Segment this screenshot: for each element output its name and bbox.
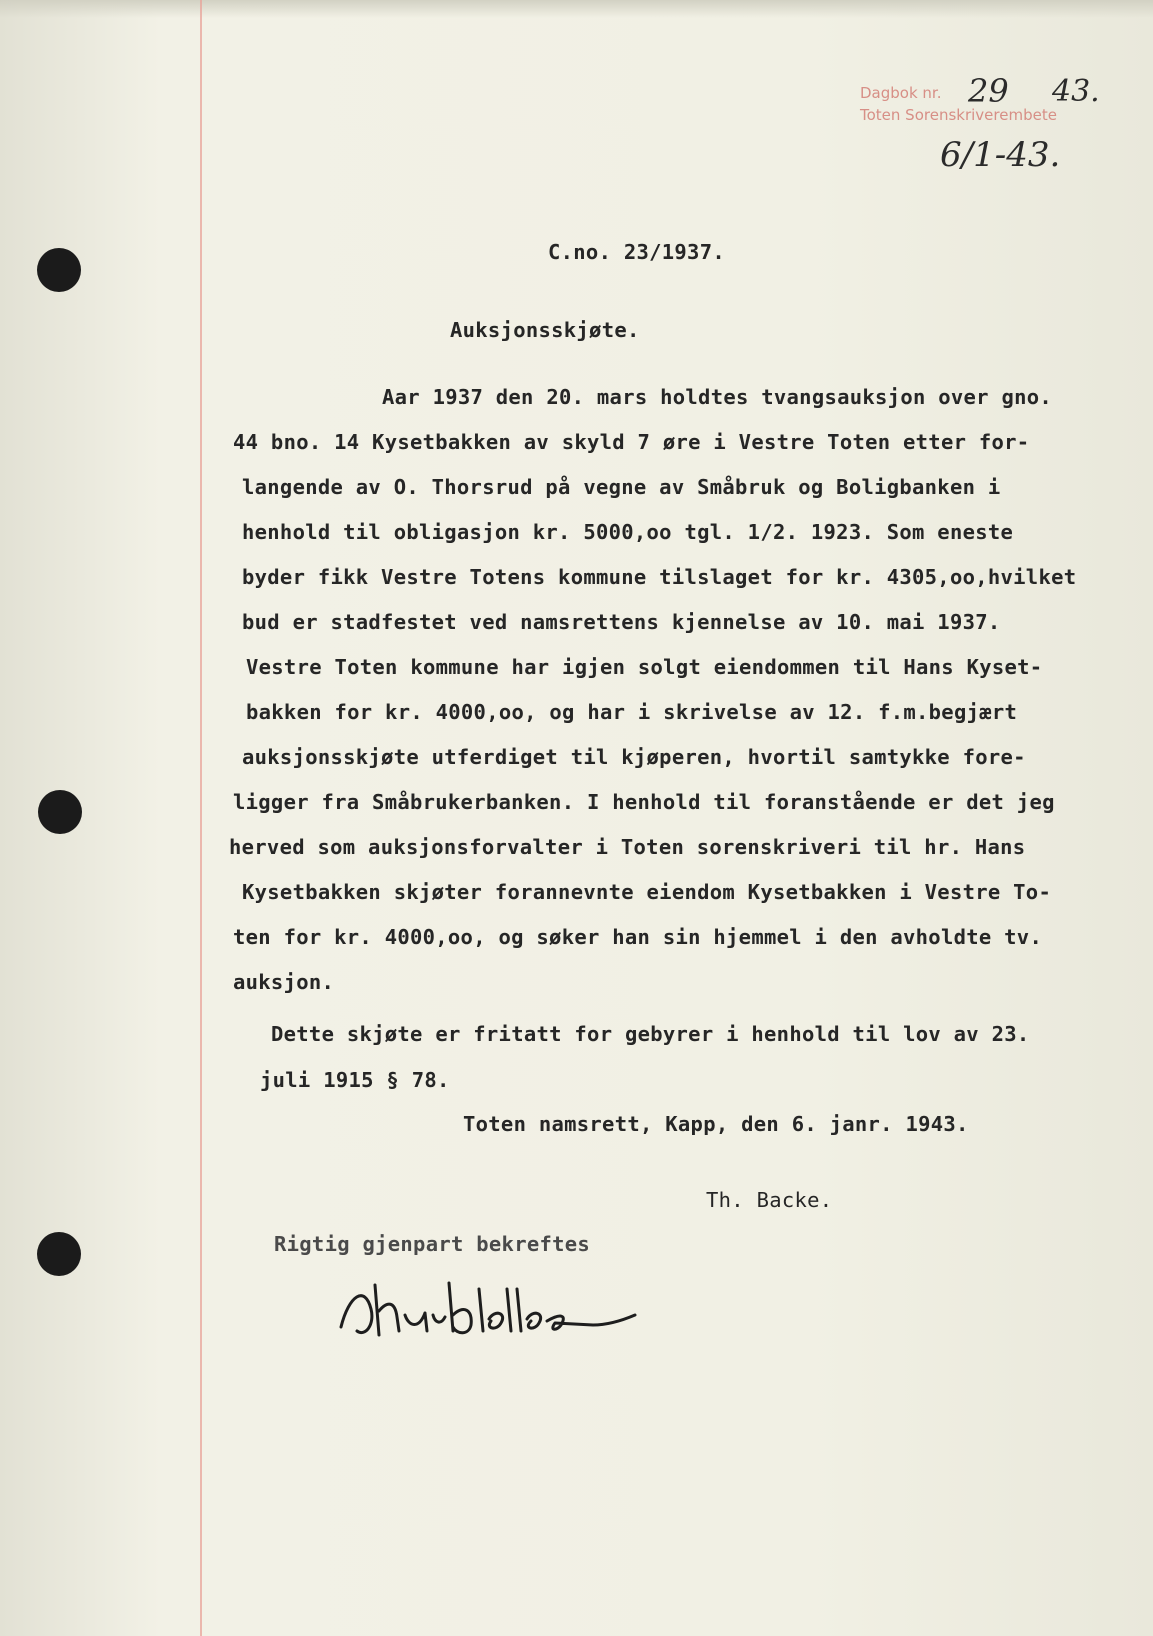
body-line: ten for kr. 4000,oo, og søker han sin hjemmel i den avholdte tv. — [233, 925, 1043, 949]
body-line: langende av O. Thorsrud på vegne av Småbruk og Boligbanken i — [242, 475, 1001, 499]
handwritten-date: 6/1-43. — [940, 135, 1061, 175]
body-line: bud er stadfestet ved namsrettens kjennelse av 10. mai 1937. — [242, 610, 1001, 634]
handwritten-signature — [335, 1265, 655, 1355]
punch-hole-middle — [38, 790, 82, 834]
body-line: Kysetbakken skjøter forannevnte eiendom Kysetbakken i Vestre To- — [242, 880, 1052, 904]
stamp-line-office: Toten Sorenskriverembete — [860, 106, 1057, 124]
fee-exemption-line: Dette skjøte er fritatt for gebyrer i henhold til lov av 23. — [271, 1022, 1030, 1046]
document-title: Auksjonsskjøte. — [450, 318, 640, 342]
body-line: ligger fra Småbrukerbanken. I henhold til foranstående er det jeg — [233, 790, 1055, 814]
punch-hole-top — [37, 248, 81, 292]
body-line: herved som auksjonsforvalter i Toten sorenskriveri til hr. Hans — [229, 835, 1026, 859]
body-line: bakken for kr. 4000,oo, og har i skrivelse av 12. f.m.begjært — [246, 700, 1018, 724]
body-line: auksjon. — [233, 970, 335, 994]
body-line: 44 bno. 14 Kysetbakken av skyld 7 øre i Vestre Toten etter for- — [233, 430, 1030, 454]
fee-exemption-line: juli 1915 § 78. — [260, 1068, 450, 1092]
signer-name: Th. Backe. — [706, 1188, 833, 1212]
body-line: Vestre Toten kommune har igjen solgt eiendommen til Hans Kyset- — [246, 655, 1043, 679]
body-line: auksjonsskjøte utferdiget til kjøperen, hvortil samtykke fore- — [242, 745, 1026, 769]
body-line: Aar 1937 den 20. mars holdtes tvangsauksjon over gno. — [382, 385, 1053, 409]
body-line: henhold til obligasjon kr. 5000,oo tgl. 1/2. 1923. Som eneste — [242, 520, 1014, 544]
stamp-line-dagbok: Dagbok nr. — [860, 84, 942, 102]
margin-line — [200, 0, 202, 1636]
case-number: C.no. 23/1937. — [548, 240, 725, 264]
scan-top-edge — [0, 0, 1153, 18]
handwritten-year: 43. — [1052, 74, 1100, 109]
place-and-date: Toten namsrett, Kapp, den 6. janr. 1943. — [463, 1112, 969, 1136]
punch-hole-bottom — [37, 1232, 81, 1276]
office-stamp — [860, 82, 1057, 126]
body-line: byder fikk Vestre Totens kommune tilslaget for kr. 4305,oo,hvilket — [242, 565, 1077, 589]
certification-text: Rigtig gjenpart bekreftes — [274, 1232, 591, 1256]
handwritten-dagbok-number: 29 — [968, 72, 1009, 110]
